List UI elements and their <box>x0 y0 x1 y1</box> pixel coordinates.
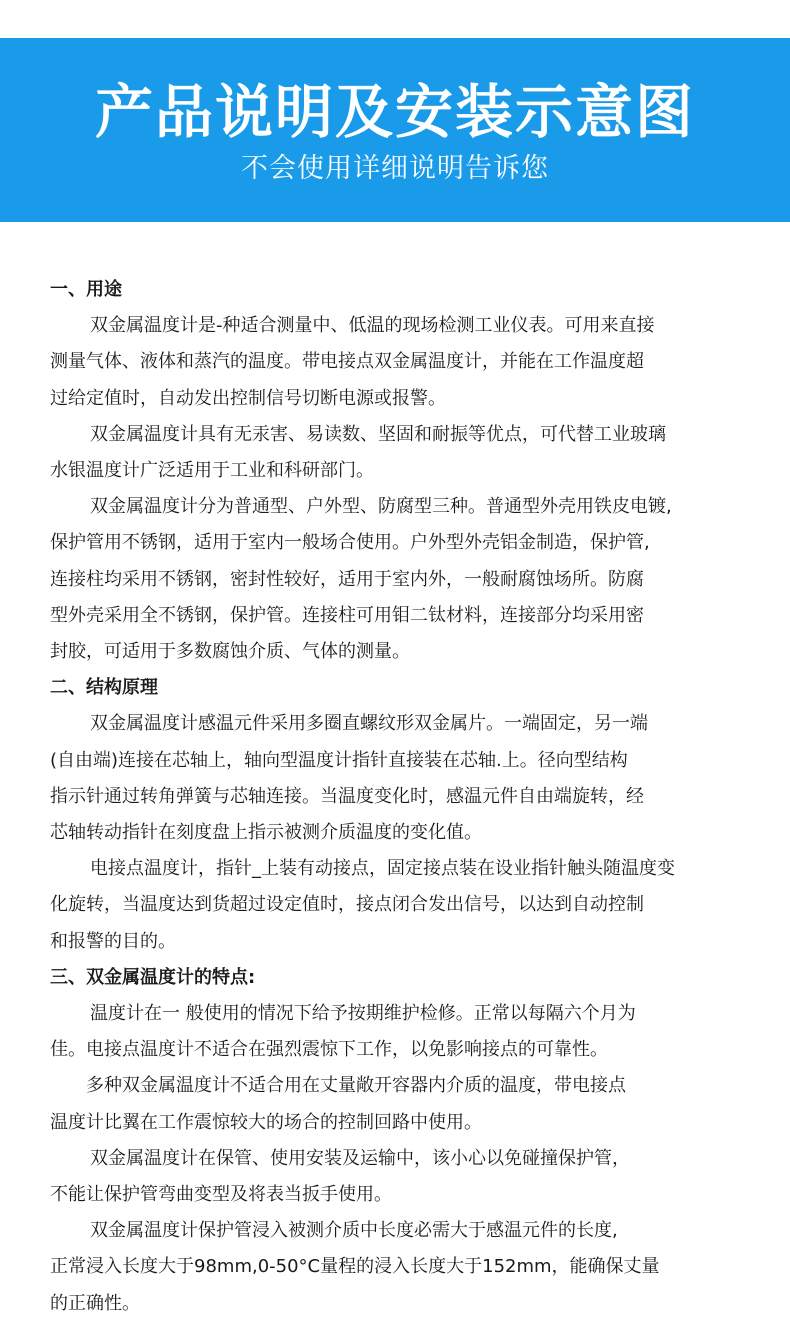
paragraph-line: 过给定值时，自动发出控制信号切断电源或报警。 <box>50 387 446 409</box>
paragraph <box>50 308 760 417</box>
paragraph-line: 不能让保护管弯曲变型及将表当扳手使用。 <box>50 1184 392 1206</box>
section-heading-usage: 一、用途 <box>50 279 122 300</box>
paragraph-line: 正常浸入长度大于98mm,0-50°C量程的浸入长度大于152mm，能确保丈量 <box>50 1256 660 1278</box>
paragraph-line: 和报警的目的。 <box>50 930 176 952</box>
paragraph-line: 测量气体、液体和蒸汽的温度。带电接点双金属温度计，并能在工作温度超 <box>50 351 644 373</box>
paragraph-line: 型外壳采用全不锈钢，保护管。连接柱可用钼二钛材料，连接部分均采用密 <box>50 604 644 626</box>
paragraph-line: 电接点温度计，指针_上装有动接点，固定接点装在设业指针触头随温度变 <box>90 858 675 880</box>
paragraph-line: 多种双金属温度计不适合用在丈量敞开容器内介质的温度，带电接点 <box>86 1075 626 1097</box>
paragraph-line: 双金属温度计具有无汞害、易读数、坚固和耐振等优点，可代替工业玻璃 <box>90 423 666 445</box>
paragraph <box>50 417 760 489</box>
page-title: 产品说明及安装示意图 <box>94 78 695 146</box>
paragraph <box>50 1141 760 1213</box>
paragraph <box>50 489 760 670</box>
page-subtitle: 不会使用详细说明告诉您 <box>241 153 549 184</box>
paragraph-line: 芯轴转动指针在刻度盘上指示被测介质温度的变化值。 <box>50 822 482 844</box>
section-heading-structure: 二、结构原理 <box>50 677 158 699</box>
document-body <box>50 272 760 1322</box>
paragraph-line: 连接柱均采用不锈钢，密封性较好，适用于室内外，一般耐腐蚀场所。防腐 <box>50 568 644 590</box>
paragraph-line: 指示针通过转角弹簧与芯轴连接。当温度变化时，感温元件自由端旋转，经 <box>50 785 644 807</box>
paragraph-line: 的正确性。 <box>50 1292 140 1314</box>
section-heading-features: 三、双金属温度计的特点: <box>50 966 256 988</box>
paragraph-line: 温度计比翼在工作震惊较大的场合的控制回路中使用。 <box>50 1111 482 1133</box>
paragraph <box>50 996 760 1068</box>
paragraph <box>50 851 760 960</box>
paragraph-line: 佳。电接点温度计不适合在强烈震惊下工作，以免影响接点的可靠性。 <box>50 1039 608 1061</box>
paragraph-line: (自由端)连接在芯轴上，轴向型温度计指针直接装在芯轴.上。径向型结构 <box>50 749 628 771</box>
header-banner <box>0 38 790 222</box>
paragraph <box>50 706 760 851</box>
paragraph <box>50 1068 760 1140</box>
paragraph-line: 双金属温度计感温元件采用多圈直螺纹形双金属片。一端固定，另一端 <box>90 713 648 735</box>
paragraph-line: 保护管用不锈钢，适用于室内一般场合使用。户外型外壳铝金制造，保护管, <box>50 532 650 554</box>
paragraph-line: 封胶，可适用于多数腐蚀介质、气体的测量。 <box>50 641 410 663</box>
paragraph-line: 水银温度计广泛适用于工业和科研部门。 <box>50 460 374 482</box>
paragraph-line: 双金属温度计在保管、使用安装及运输中，该小心以免碰撞保护管， <box>90 1147 630 1169</box>
paragraph-line: 温度计在一 般使用的情况下给予按期维护检修。正常以每隔六个月为 <box>90 1003 636 1025</box>
paragraph-line: 双金属温度计是-种适合测量中、低温的现场检测工业仪表。可用来直接 <box>90 315 655 337</box>
paragraph <box>50 1213 760 1322</box>
paragraph-line: 化旋转，当温度达到货超过设定值时，接点闭合发出信号，以达到自动控制 <box>50 894 644 916</box>
paragraph-line: 双金属温度计保护管浸入被测介质中长度必需大于感温元件的长度, <box>90 1220 618 1242</box>
paragraph-line: 双金属温度计分为普通型、户外型、防腐型三种。普通型外壳用铁皮电镀, <box>90 496 672 518</box>
